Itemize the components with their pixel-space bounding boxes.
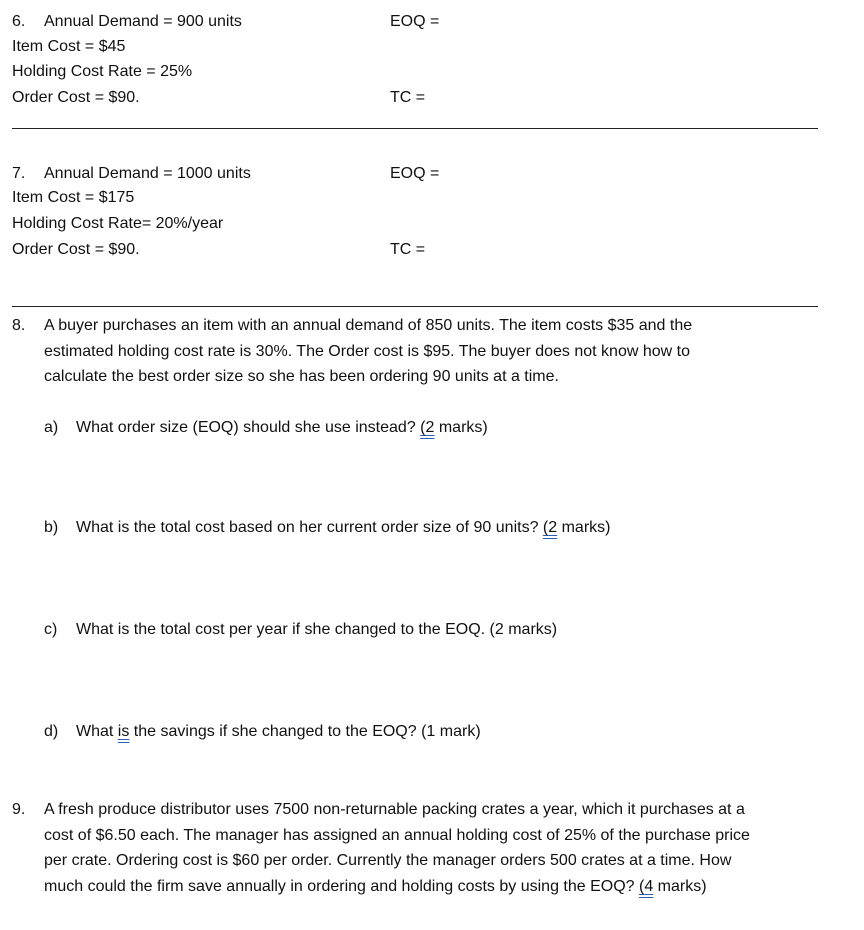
q9-line-4: much could the firm save annually in ordering and holding costs by using the EOQ? (4 marks): [44, 878, 707, 895]
q9-number: 9.: [12, 801, 26, 818]
q9-line-3: per crate. Ordering cost is $60 per order. Currently the manager orders 500 crates at a time. How: [44, 852, 732, 869]
q8-line-2: estimated holding cost rate is 30%. The Order cost is $95. The buyer does not know how to: [44, 343, 690, 360]
q7-annual-demand: Annual Demand = 1000 units: [44, 165, 251, 182]
q7-item-cost: Item Cost = $175: [12, 189, 135, 206]
q8-line-1: A buyer purchases an item with an annual demand of 850 units. The item costs $35 and the: [44, 317, 693, 334]
q6-number: 6.: [12, 13, 26, 30]
q8-number: 8.: [12, 317, 26, 334]
q6-annual-demand: Annual Demand = 900 units: [44, 13, 242, 30]
q6-order-cost: Order Cost = $90.: [12, 89, 140, 106]
q6-eoq-label: EOQ =: [390, 13, 440, 30]
q7-tc-label: TC =: [390, 241, 426, 258]
q8c-label: c): [44, 621, 58, 638]
q8b-label: b): [44, 519, 59, 536]
divider: [12, 306, 818, 307]
q7-holding-rate: Holding Cost Rate= 20%/year: [12, 215, 224, 232]
q8a-label: a): [44, 419, 59, 436]
q7-order-cost: Order Cost = $90.: [12, 241, 140, 258]
q7-number: 7.: [12, 165, 26, 182]
q6-item-cost: Item Cost = $45: [12, 38, 126, 55]
q8a-question: What order size (EOQ) should she use instead? (2 marks): [76, 419, 488, 436]
q8d-label: d): [44, 723, 59, 740]
divider: [12, 128, 818, 129]
q8-line-3: calculate the best order size so she has been ordering 90 units at a time.: [44, 368, 559, 385]
q6-holding-rate: Holding Cost Rate = 25%: [12, 63, 193, 80]
q8b-question: What is the total cost based on her current order size of 90 units? (2 marks): [76, 519, 611, 536]
q7-eoq-label: EOQ =: [390, 165, 440, 182]
q8d-question: What is the savings if she changed to the EOQ? (1 mark): [76, 723, 481, 740]
q8c-question: What is the total cost per year if she changed to the EOQ. (2 marks): [76, 621, 558, 638]
q9-line-2: cost of $6.50 each. The manager has assigned an annual holding cost of 25% of the purchase price: [44, 827, 750, 844]
q9-line-1: A fresh produce distributor uses 7500 non-returnable packing crates a year, which it purchases at a: [44, 801, 745, 818]
q6-tc-label: TC =: [390, 89, 426, 106]
